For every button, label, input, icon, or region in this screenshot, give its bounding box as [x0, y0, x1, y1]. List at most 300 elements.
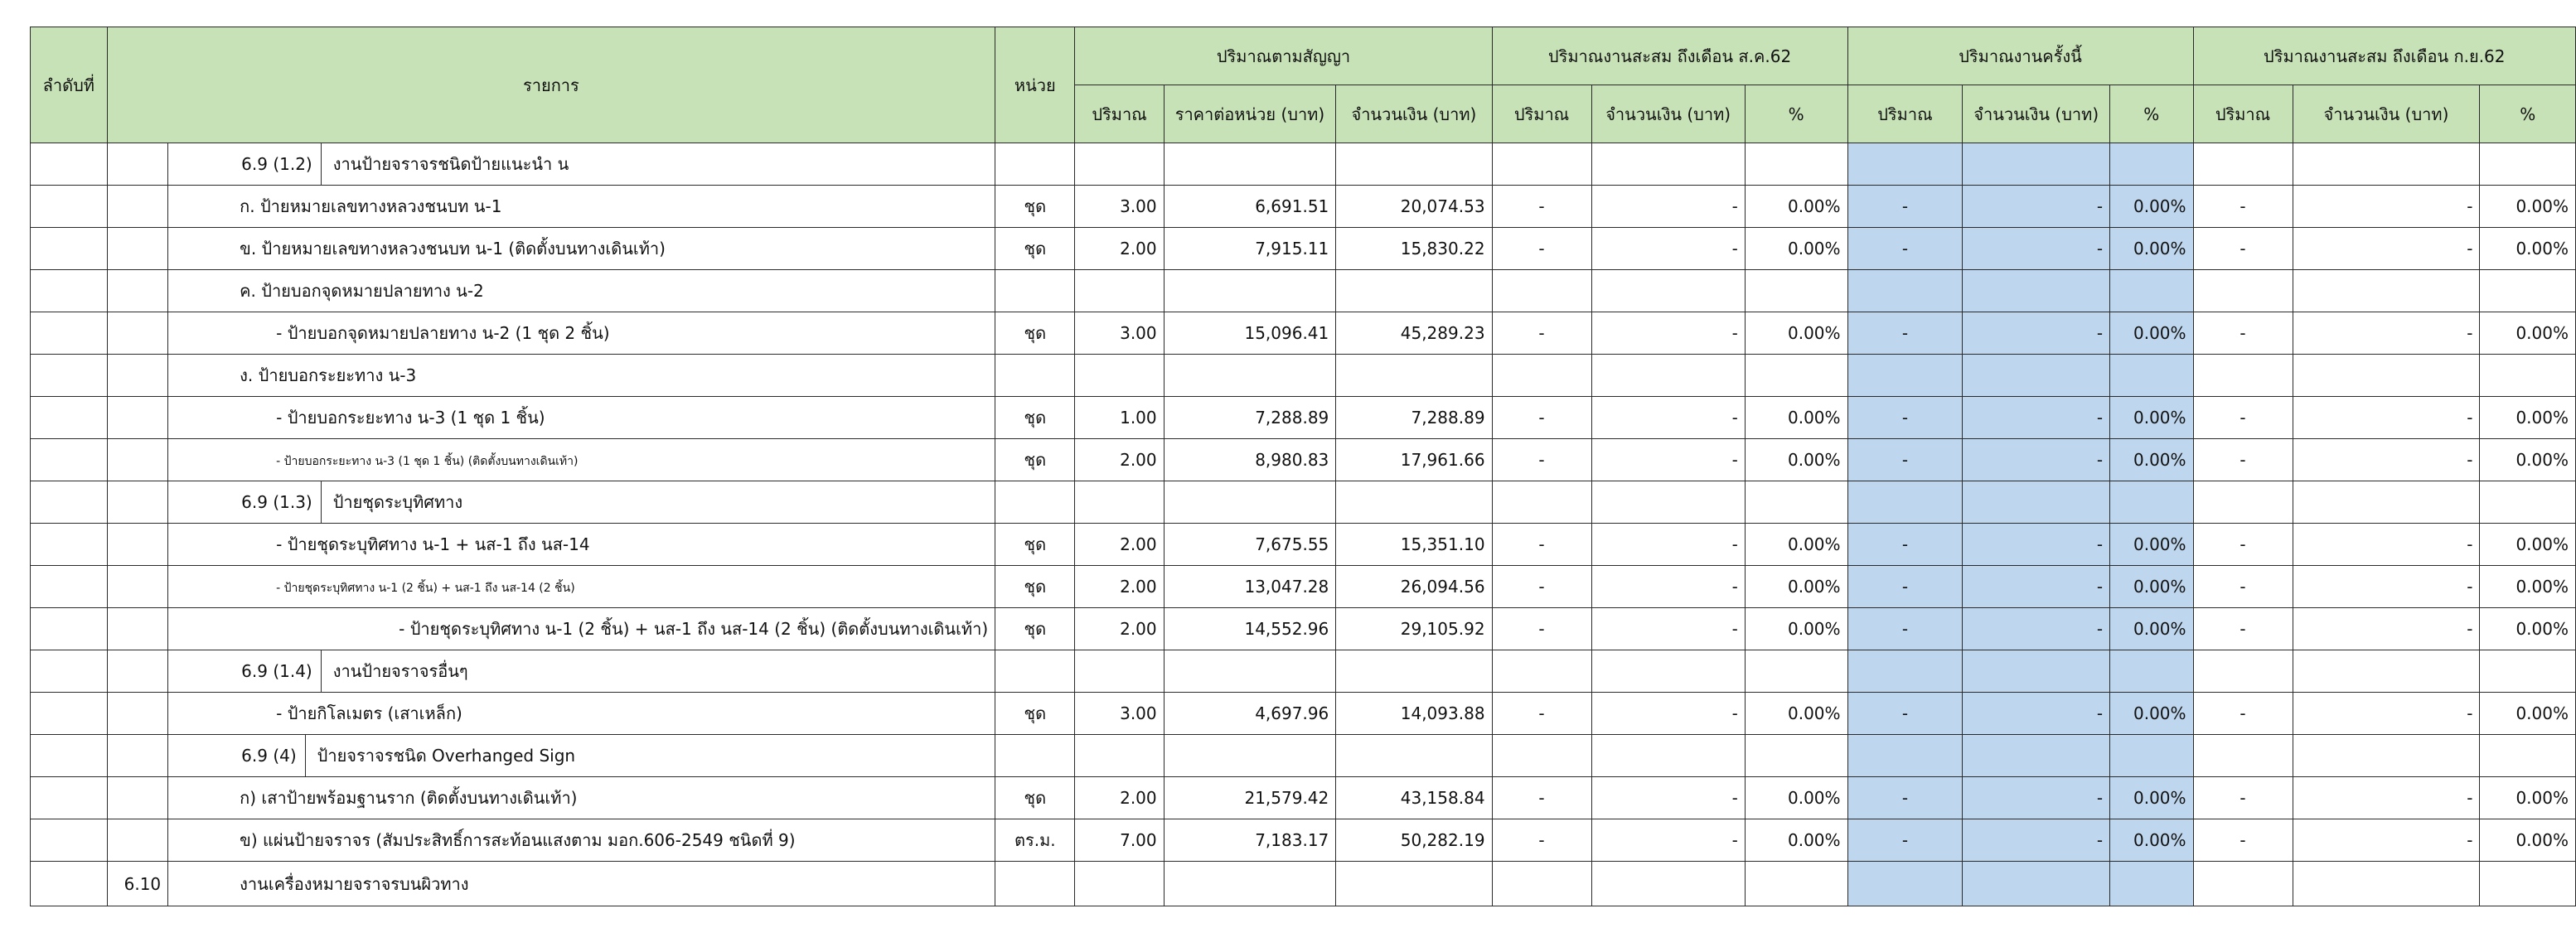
unit-cell: ชุด: [995, 524, 1075, 566]
current-amount-cell: -: [1963, 566, 2110, 608]
prev-percent-cell: [1745, 735, 1847, 777]
current-qty-cell: [1847, 355, 1963, 397]
contract-qty-cell: [1075, 355, 1164, 397]
current-percent-cell: [2110, 143, 2193, 186]
prev-amount-cell: [1591, 143, 1745, 186]
table-row: [31, 397, 2576, 439]
item-text: ก) เสาป้ายพร้อมฐานราก (ติดตั้งบนทางเดินเท้า): [240, 788, 578, 808]
contract-unit-price-cell: 7,915.11: [1164, 228, 1336, 270]
contract-amount-cell: 14,093.88: [1336, 693, 1492, 735]
current-amount-cell: -: [1963, 186, 2110, 228]
prev-qty-cell: -: [1492, 566, 1591, 608]
contract-amount-cell: 45,289.23: [1336, 312, 1492, 355]
prev-percent-cell: [1745, 650, 1847, 693]
header-no: ลำดับที่: [31, 27, 108, 143]
contract-unit-price-cell: [1164, 735, 1336, 777]
current-qty-cell: [1847, 481, 1963, 524]
contract-qty-cell: 2.00: [1075, 608, 1164, 650]
row-blank-cell: [31, 650, 108, 693]
table-row: [31, 228, 2576, 270]
header-unit: หน่วย: [995, 27, 1075, 143]
row-blank-cell: [31, 693, 108, 735]
item-description-cell: [168, 777, 995, 819]
current-qty-cell: -: [1847, 566, 1963, 608]
item-text: งานป้ายจราจรชนิดป้ายแนะนำ น: [332, 154, 569, 174]
unit-cell: ชุด: [995, 312, 1075, 355]
current-qty-cell: -: [1847, 524, 1963, 566]
row-number-cell: 6.10: [107, 862, 168, 906]
contract-unit-price-cell: 7,183.17: [1164, 819, 1336, 862]
row-number-cell: [107, 270, 168, 312]
current-amount-cell: [1963, 481, 2110, 524]
item-description-cell: [168, 312, 995, 355]
contract-qty-cell: [1075, 143, 1164, 186]
cumulative-qty-cell: -: [2193, 566, 2293, 608]
contract-unit-price-cell: 15,096.41: [1164, 312, 1336, 355]
row-number-cell: [107, 228, 168, 270]
row-blank-cell: [31, 186, 108, 228]
cumulative-percent-cell: 0.00%: [2480, 608, 2576, 650]
current-percent-cell: 0.00%: [2110, 566, 2193, 608]
current-percent-cell: [2110, 735, 2193, 777]
unit-cell: ชุด: [995, 566, 1075, 608]
row-blank-cell: [31, 862, 108, 906]
current-amount-cell: [1963, 270, 2110, 312]
cumulative-amount-cell: [2293, 862, 2480, 906]
prev-qty-cell: [1492, 735, 1591, 777]
prev-percent-cell: 0.00%: [1745, 524, 1847, 566]
current-percent-cell: [2110, 650, 2193, 693]
prev-percent-cell: 0.00%: [1745, 186, 1847, 228]
prev-amount-cell: [1591, 481, 1745, 524]
current-qty-cell: [1847, 143, 1963, 186]
row-blank-cell: [31, 143, 108, 186]
contract-amount-cell: 29,105.92: [1336, 608, 1492, 650]
cumulative-percent-cell: [2480, 143, 2576, 186]
row-blank-cell: [31, 397, 108, 439]
table-row: [31, 270, 2576, 312]
contract-amount-cell: [1336, 650, 1492, 693]
row-blank-cell: [31, 228, 108, 270]
quantity-table: [30, 27, 2576, 906]
prev-amount-cell: -: [1591, 312, 1745, 355]
table-row: [31, 524, 2576, 566]
contract-qty-cell: 3.00: [1075, 693, 1164, 735]
table-row: [31, 650, 2576, 693]
cumulative-qty-cell: [2193, 481, 2293, 524]
cumulative-amount-cell: -: [2293, 439, 2480, 481]
contract-amount-cell: [1336, 481, 1492, 524]
prev-percent-cell: 0.00%: [1745, 312, 1847, 355]
current-amount-cell: -: [1963, 439, 2110, 481]
prev-amount-cell: [1591, 270, 1745, 312]
cumulative-qty-cell: -: [2193, 693, 2293, 735]
table-row: [31, 735, 2576, 777]
header-contract-qty: ปริมาณ: [1075, 85, 1164, 143]
current-percent-cell: 0.00%: [2110, 439, 2193, 481]
cumulative-percent-cell: 0.00%: [2480, 397, 2576, 439]
table-row: [31, 186, 2576, 228]
row-blank-cell: [31, 524, 108, 566]
table-row: [31, 439, 2576, 481]
item-description-cell: [168, 397, 995, 439]
prev-amount-cell: -: [1591, 819, 1745, 862]
prev-qty-cell: -: [1492, 608, 1591, 650]
item-text: ก. ป้ายหมายเลขทางหลวงชนบท น-1: [240, 196, 502, 216]
cumulative-qty-cell: [2193, 650, 2293, 693]
cumulative-amount-cell: -: [2293, 566, 2480, 608]
contract-qty-cell: 2.00: [1075, 566, 1164, 608]
cumulative-qty-cell: -: [2193, 186, 2293, 228]
cumulative-amount-cell: -: [2293, 693, 2480, 735]
cumulative-qty-cell: -: [2193, 777, 2293, 819]
header-group-cumulative: ปริมาณงานสะสม ถึงเดือน ก.ย.62: [2193, 27, 2575, 85]
table-row: [31, 143, 2576, 186]
contract-qty-cell: 7.00: [1075, 819, 1164, 862]
row-blank-cell: [31, 735, 108, 777]
cumulative-qty-cell: [2193, 735, 2293, 777]
contract-amount-cell: 43,158.84: [1336, 777, 1492, 819]
current-percent-cell: [2110, 355, 2193, 397]
header-group-prev: ปริมาณงานสะสม ถึงเดือน ส.ค.62: [1492, 27, 1847, 85]
prev-qty-cell: -: [1492, 312, 1591, 355]
header-prev-amount: จำนวนเงิน (บาท): [1591, 85, 1745, 143]
row-blank-cell: [31, 270, 108, 312]
table-row: [31, 566, 2576, 608]
contract-qty-cell: 2.00: [1075, 777, 1164, 819]
unit-cell: ชุด: [995, 608, 1075, 650]
cumulative-amount-cell: -: [2293, 608, 2480, 650]
cumulative-qty-cell: [2193, 355, 2293, 397]
row-blank-cell: [31, 819, 108, 862]
prev-percent-cell: [1745, 355, 1847, 397]
unit-cell: ชุด: [995, 693, 1075, 735]
table-row: [31, 608, 2576, 650]
prev-amount-cell: [1591, 862, 1745, 906]
table-row: [31, 819, 2576, 862]
item-text: - ป้ายบอกระยะทาง น-3 (1 ชุด 1 ชิ้น): [276, 408, 545, 428]
header-current-amount: จำนวนเงิน (บาท): [1963, 85, 2110, 143]
cumulative-percent-cell: 0.00%: [2480, 777, 2576, 819]
prev-percent-cell: 0.00%: [1745, 228, 1847, 270]
item-description-cell: [168, 566, 995, 608]
prev-amount-cell: -: [1591, 566, 1745, 608]
cumulative-percent-cell: 0.00%: [2480, 819, 2576, 862]
prev-qty-cell: -: [1492, 397, 1591, 439]
unit-cell: [995, 862, 1075, 906]
item-code: 6.9 (4): [240, 735, 306, 776]
item-text: ง. ป้ายบอกระยะทาง น-3: [240, 365, 417, 385]
prev-percent-cell: [1745, 481, 1847, 524]
table-row: [31, 693, 2576, 735]
current-percent-cell: 0.00%: [2110, 777, 2193, 819]
item-code: 6.9 (1.4): [240, 650, 322, 692]
cumulative-percent-cell: 0.00%: [2480, 439, 2576, 481]
item-text: ป้ายชุดระบุทิศทาง: [332, 492, 463, 512]
item-description-cell: [168, 186, 995, 228]
prev-qty-cell: -: [1492, 777, 1591, 819]
item-description-cell: [168, 819, 995, 862]
prev-amount-cell: -: [1591, 524, 1745, 566]
prev-percent-cell: 0.00%: [1745, 566, 1847, 608]
contract-amount-cell: 15,830.22: [1336, 228, 1492, 270]
current-qty-cell: -: [1847, 819, 1963, 862]
current-amount-cell: [1963, 650, 2110, 693]
cumulative-qty-cell: -: [2193, 312, 2293, 355]
contract-amount-cell: [1336, 735, 1492, 777]
current-qty-cell: -: [1847, 777, 1963, 819]
prev-amount-cell: [1591, 735, 1745, 777]
table-body: [31, 143, 2576, 906]
item-text: งานเครื่องหมายจราจรบนผิวทาง: [240, 873, 469, 894]
row-number-cell: [107, 355, 168, 397]
contract-amount-cell: 20,074.53: [1336, 186, 1492, 228]
cumulative-percent-cell: 0.00%: [2480, 228, 2576, 270]
contract-unit-price-cell: 8,980.83: [1164, 439, 1336, 481]
current-amount-cell: [1963, 355, 2110, 397]
item-text: - ป้ายชุดระบุทิศทาง น-1 (2 ชิ้น) + นส-1 ถึง นส-14 (2 ชิ้น) (ติดตั้งบนทางเดินเท้า): [399, 619, 989, 639]
current-amount-cell: -: [1963, 524, 2110, 566]
current-percent-cell: [2110, 862, 2193, 906]
contract-amount-cell: [1336, 355, 1492, 397]
current-percent-cell: 0.00%: [2110, 397, 2193, 439]
contract-unit-price-cell: [1164, 650, 1336, 693]
contract-qty-cell: 2.00: [1075, 228, 1164, 270]
cumulative-percent-cell: 0.00%: [2480, 524, 2576, 566]
current-percent-cell: [2110, 481, 2193, 524]
prev-qty-cell: [1492, 270, 1591, 312]
contract-amount-cell: [1336, 270, 1492, 312]
current-percent-cell: 0.00%: [2110, 228, 2193, 270]
contract-qty-cell: [1075, 481, 1164, 524]
cumulative-qty-cell: -: [2193, 439, 2293, 481]
table-row: [31, 312, 2576, 355]
contract-qty-cell: 3.00: [1075, 186, 1164, 228]
item-description-cell: [168, 735, 995, 777]
cumulative-percent-cell: 0.00%: [2480, 693, 2576, 735]
current-qty-cell: -: [1847, 693, 1963, 735]
item-description-cell: [168, 270, 995, 312]
current-qty-cell: -: [1847, 439, 1963, 481]
contract-qty-cell: 3.00: [1075, 312, 1164, 355]
cumulative-amount-cell: [2293, 650, 2480, 693]
current-qty-cell: -: [1847, 228, 1963, 270]
contract-qty-cell: 2.00: [1075, 524, 1164, 566]
row-number-cell: [107, 312, 168, 355]
prev-qty-cell: [1492, 862, 1591, 906]
item-description-cell: [168, 355, 995, 397]
row-number-cell: [107, 566, 168, 608]
header-cumulative-percent: %: [2480, 85, 2576, 143]
unit-cell: ชุด: [995, 777, 1075, 819]
prev-percent-cell: 0.00%: [1745, 819, 1847, 862]
header-prev-qty: ปริมาณ: [1492, 85, 1591, 143]
prev-amount-cell: -: [1591, 439, 1745, 481]
item-description-cell: [168, 608, 995, 650]
contract-qty-cell: 1.00: [1075, 397, 1164, 439]
cumulative-amount-cell: -: [2293, 186, 2480, 228]
row-number-cell: [107, 143, 168, 186]
row-number-cell: [107, 608, 168, 650]
item-code: 6.9 (1.3): [240, 481, 322, 523]
row-number-cell: [107, 524, 168, 566]
cumulative-percent-cell: [2480, 735, 2576, 777]
current-qty-cell: -: [1847, 397, 1963, 439]
unit-cell: ชุด: [995, 439, 1075, 481]
prev-percent-cell: 0.00%: [1745, 397, 1847, 439]
contract-unit-price-cell: 7,675.55: [1164, 524, 1336, 566]
unit-cell: [995, 650, 1075, 693]
prev-amount-cell: -: [1591, 777, 1745, 819]
contract-amount-cell: 7,288.89: [1336, 397, 1492, 439]
header-current-percent: %: [2110, 85, 2193, 143]
cumulative-amount-cell: -: [2293, 777, 2480, 819]
row-number-cell: [107, 397, 168, 439]
cumulative-amount-cell: -: [2293, 397, 2480, 439]
contract-unit-price-cell: [1164, 143, 1336, 186]
cumulative-amount-cell: [2293, 270, 2480, 312]
prev-qty-cell: [1492, 143, 1591, 186]
header-contract-amount: จำนวนเงิน (บาท): [1336, 85, 1492, 143]
contract-qty-cell: 2.00: [1075, 439, 1164, 481]
current-qty-cell: [1847, 270, 1963, 312]
current-amount-cell: -: [1963, 777, 2110, 819]
prev-amount-cell: -: [1591, 186, 1745, 228]
contract-unit-price-cell: [1164, 862, 1336, 906]
item-text: ค. ป้ายบอกจุดหมายปลายทาง น-2: [240, 281, 484, 301]
cumulative-qty-cell: -: [2193, 819, 2293, 862]
row-number-cell: [107, 481, 168, 524]
contract-amount-cell: [1336, 143, 1492, 186]
unit-cell: [995, 143, 1075, 186]
current-amount-cell: [1963, 735, 2110, 777]
cumulative-amount-cell: [2293, 481, 2480, 524]
cumulative-percent-cell: [2480, 862, 2576, 906]
row-blank-cell: [31, 312, 108, 355]
cumulative-percent-cell: [2480, 650, 2576, 693]
item-description-cell: [168, 650, 995, 693]
item-code: 6.9 (1.2): [240, 143, 322, 185]
prev-amount-cell: -: [1591, 397, 1745, 439]
prev-amount-cell: [1591, 650, 1745, 693]
unit-cell: [995, 355, 1075, 397]
row-blank-cell: [31, 439, 108, 481]
cumulative-amount-cell: [2293, 143, 2480, 186]
item-text: - ป้ายชุดระบุทิศทาง น-1 (2 ชิ้น) + นส-1 ถึง นส-14 (2 ชิ้น): [276, 582, 575, 595]
cumulative-percent-cell: 0.00%: [2480, 186, 2576, 228]
row-number-cell: [107, 735, 168, 777]
contract-amount-cell: 26,094.56: [1336, 566, 1492, 608]
cumulative-qty-cell: [2193, 862, 2293, 906]
current-amount-cell: -: [1963, 397, 2110, 439]
current-qty-cell: [1847, 862, 1963, 906]
header-prev-percent: %: [1745, 85, 1847, 143]
row-blank-cell: [31, 481, 108, 524]
current-amount-cell: -: [1963, 312, 2110, 355]
unit-cell: ชุด: [995, 228, 1075, 270]
prev-amount-cell: -: [1591, 693, 1745, 735]
header-contract-unit-price: ราคาต่อหน่วย (บาท): [1164, 85, 1336, 143]
row-number-cell: [107, 186, 168, 228]
prev-qty-cell: -: [1492, 439, 1591, 481]
contract-amount-cell: 15,351.10: [1336, 524, 1492, 566]
cumulative-amount-cell: [2293, 735, 2480, 777]
contract-unit-price-cell: [1164, 481, 1336, 524]
item-description-cell: [168, 693, 995, 735]
unit-cell: ตร.ม.: [995, 819, 1075, 862]
current-amount-cell: -: [1963, 819, 2110, 862]
contract-unit-price-cell: 13,047.28: [1164, 566, 1336, 608]
item-text: - ป้ายชุดระบุทิศทาง น-1 + นส-1 ถึง นส-14: [276, 534, 590, 554]
cumulative-percent-cell: 0.00%: [2480, 566, 2576, 608]
prev-percent-cell: 0.00%: [1745, 693, 1847, 735]
prev-qty-cell: -: [1492, 186, 1591, 228]
current-qty-cell: -: [1847, 312, 1963, 355]
cumulative-percent-cell: [2480, 481, 2576, 524]
contract-amount-cell: [1336, 862, 1492, 906]
contract-amount-cell: 50,282.19: [1336, 819, 1492, 862]
header-cumulative-amount: จำนวนเงิน (บาท): [2293, 85, 2480, 143]
header-group-contract: ปริมาณตามสัญญา: [1075, 27, 1492, 85]
cumulative-percent-cell: [2480, 270, 2576, 312]
item-text: - ป้ายกิโลเมตร (เสาเหล็ก): [276, 703, 462, 723]
row-blank-cell: [31, 355, 108, 397]
contract-unit-price-cell: 7,288.89: [1164, 397, 1336, 439]
cumulative-amount-cell: -: [2293, 819, 2480, 862]
cumulative-qty-cell: [2193, 143, 2293, 186]
unit-cell: ชุด: [995, 397, 1075, 439]
prev-qty-cell: -: [1492, 524, 1591, 566]
current-percent-cell: 0.00%: [2110, 312, 2193, 355]
item-text: งานป้ายจราจรอื่นๆ: [332, 661, 468, 681]
cumulative-qty-cell: -: [2193, 228, 2293, 270]
item-description-cell: [168, 481, 995, 524]
current-qty-cell: [1847, 735, 1963, 777]
item-description-cell: [168, 862, 995, 906]
prev-percent-cell: [1745, 270, 1847, 312]
current-qty-cell: -: [1847, 186, 1963, 228]
item-description-cell: [168, 228, 995, 270]
prev-percent-cell: 0.00%: [1745, 777, 1847, 819]
current-amount-cell: [1963, 143, 2110, 186]
contract-qty-cell: [1075, 650, 1164, 693]
current-percent-cell: 0.00%: [2110, 524, 2193, 566]
item-text: - ป้ายบอกระยะทาง น-3 (1 ชุด 1 ชิ้น) (ติดตั้งบนทางเดินเท้า): [276, 455, 579, 468]
cumulative-qty-cell: -: [2193, 397, 2293, 439]
current-percent-cell: 0.00%: [2110, 186, 2193, 228]
header-cumulative-qty: ปริมาณ: [2193, 85, 2293, 143]
contract-unit-price-cell: 4,697.96: [1164, 693, 1336, 735]
prev-amount-cell: [1591, 355, 1745, 397]
contract-amount-cell: 17,961.66: [1336, 439, 1492, 481]
row-number-cell: [107, 777, 168, 819]
current-amount-cell: -: [1963, 693, 2110, 735]
cumulative-percent-cell: 0.00%: [2480, 312, 2576, 355]
current-percent-cell: 0.00%: [2110, 608, 2193, 650]
unit-cell: [995, 481, 1075, 524]
current-qty-cell: [1847, 650, 1963, 693]
contract-unit-price-cell: 6,691.51: [1164, 186, 1336, 228]
table-row: [31, 862, 2576, 906]
item-text: ข. ป้ายหมายเลขทางหลวงชนบท น-1 (ติดตั้งบนทางเดินเท้า): [240, 239, 666, 259]
table-row: [31, 355, 2576, 397]
unit-cell: ชุด: [995, 186, 1075, 228]
prev-qty-cell: -: [1492, 228, 1591, 270]
header-item: รายการ: [107, 27, 995, 143]
cumulative-amount-cell: -: [2293, 524, 2480, 566]
prev-percent-cell: 0.00%: [1745, 439, 1847, 481]
contract-unit-price-cell: 14,552.96: [1164, 608, 1336, 650]
